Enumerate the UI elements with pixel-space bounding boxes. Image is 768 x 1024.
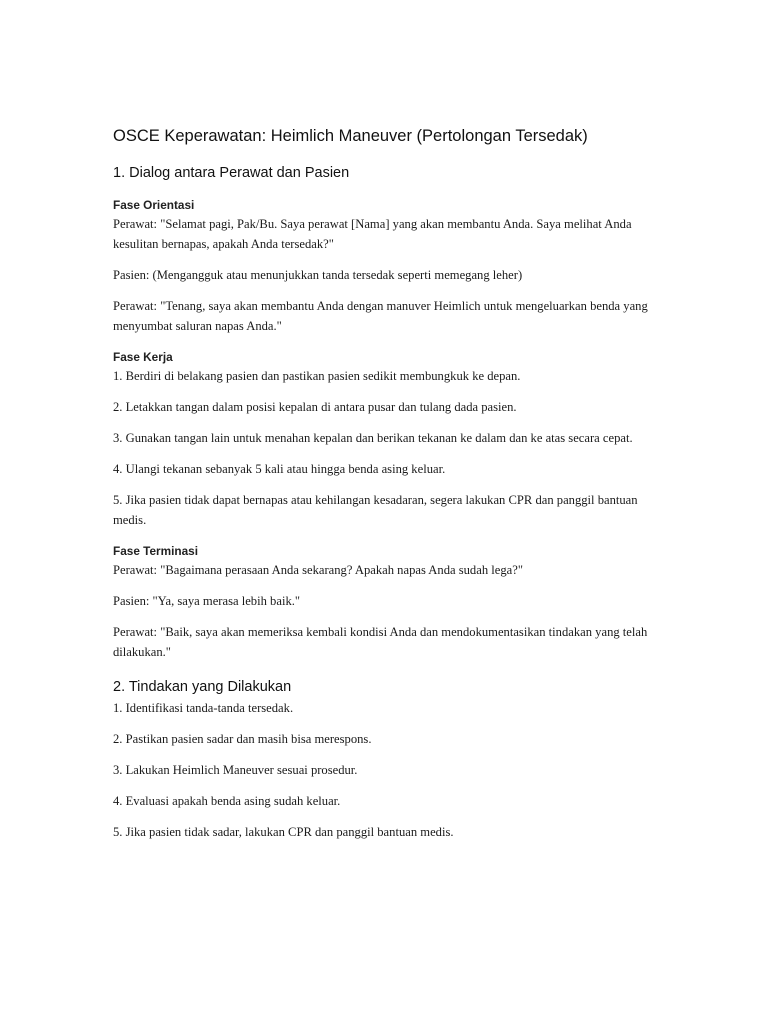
dialog-paragraph: Perawat: "Selamat pagi, Pak/Bu. Saya perawat [Nama] yang akan membantu Anda. Saya melihat Anda kesulitan bernapas, apakah Anda tersedak?" [113,217,632,251]
step-paragraph: 3. Gunakan tangan lain untuk menahan kepalan dan berikan tekanan ke dalam dan ke atas secara cepat. [113,431,633,445]
phase-title: Fase Kerja [113,350,173,364]
phase-title: Fase Terminasi [113,544,199,558]
phase-kerja [113,348,653,530]
dialog-paragraph: Perawat: "Bagaimana perasaan Anda sekarang? Apakah napas Anda sudah lega?" [113,563,523,577]
list-item: 1. Identifikasi tanda-tanda tersedak. [113,701,294,715]
list-item: 3. Lakukan Heimlich Maneuver sesuai prosedur. [113,763,358,777]
document-page [113,124,653,853]
dialog-paragraph: Pasien: "Ya, saya merasa lebih baik." [113,594,301,608]
list-item: 4. Evaluasi apakah benda asing sudah keluar. [113,794,341,808]
phase-orientasi [113,196,653,336]
document-title: OSCE Keperawatan: Heimlich Maneuver (Pertolongan Tersedak) [113,127,588,145]
list-item: 2. Pastikan pasien sadar dan masih bisa merespons. [113,732,372,746]
phase-title: Fase Orientasi [113,198,195,212]
step-paragraph: 1. Berdiri di belakang pasien dan pastikan pasien sedikit membungkuk ke depan. [113,369,521,383]
step-paragraph: 4. Ulangi tekanan sebanyak 5 kali atau hingga benda asing keluar. [113,462,446,476]
section-heading-dialog: 1. Dialog antara Perawat dan Pasien [113,165,350,181]
list-item: 5. Jika pasien tidak sadar, lakukan CPR dan panggil bantuan medis. [113,825,454,839]
dialog-paragraph: Pasien: (Mengangguk atau menunjukkan tanda tersedak seperti memegang leher) [113,268,523,282]
phase-terminasi [113,542,653,662]
dialog-paragraph: Perawat: "Tenang, saya akan membantu Anda dengan manuver Heimlich untuk mengeluarkan benda yang menyumbat saluran napas Anda." [113,299,648,333]
section-heading-tindakan: 2. Tindakan yang Dilakukan [113,679,292,695]
step-paragraph: 2. Letakkan tangan dalam posisi kepalan di antara pusar dan tulang dada pasien. [113,400,517,414]
step-paragraph: 5. Jika pasien tidak dapat bernapas atau kehilangan kesadaran, segera lakukan CPR dan panggil bantuan medis. [113,493,638,527]
dialog-paragraph: Perawat: "Baik, saya akan memeriksa kembali kondisi Anda dan mendokumentasikan tindakan yang telah dilakukan." [113,625,648,659]
